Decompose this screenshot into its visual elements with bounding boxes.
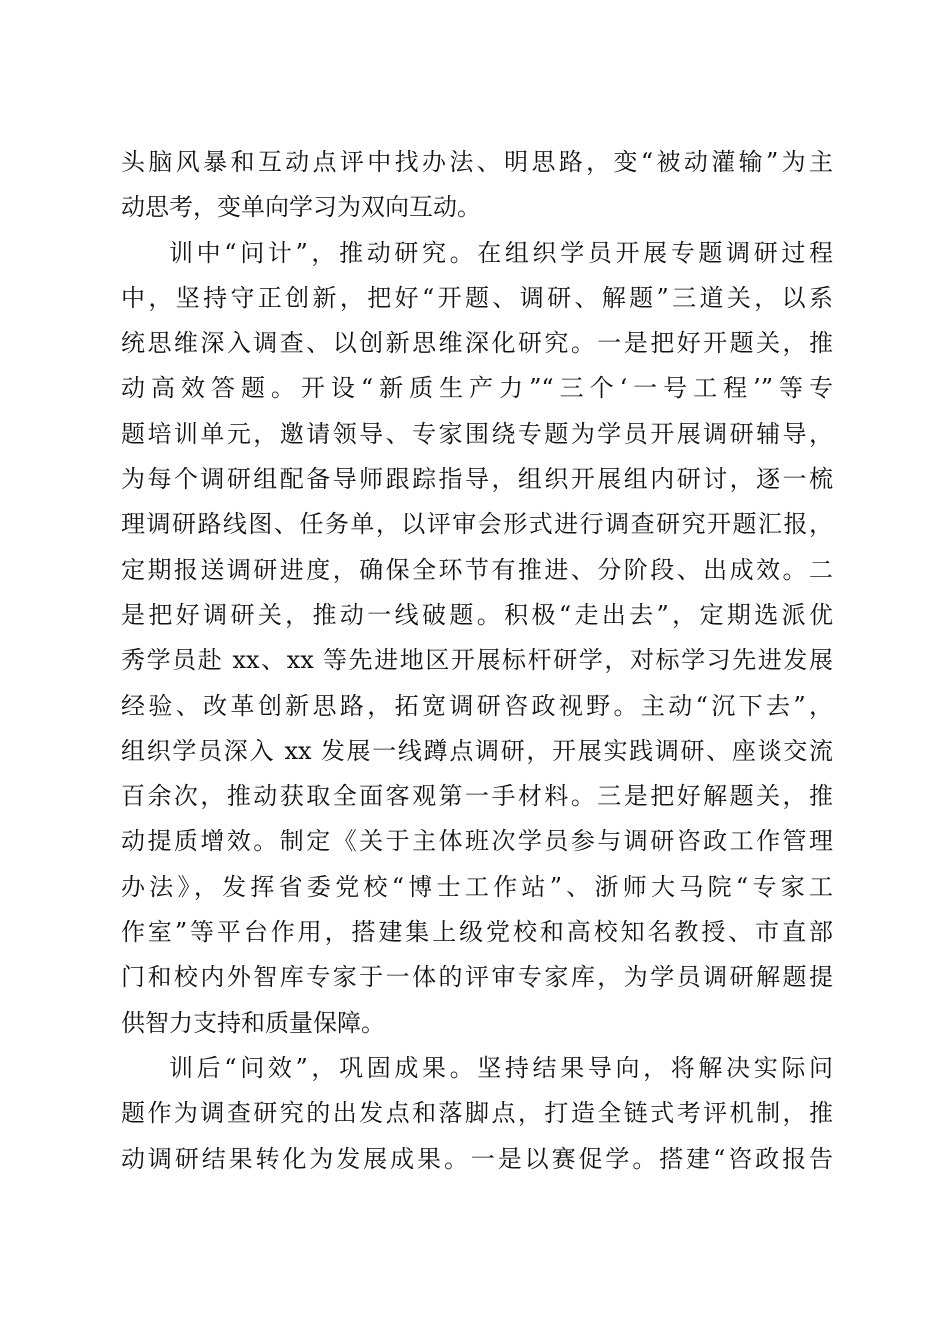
- text-line: 为每个调研组配备导师跟踪指导，组织开展组内研讨，逐一梳: [121, 465, 833, 494]
- text-line: 门和校内外智库专家于一体的评审专家库，为学员调研解题提: [121, 963, 833, 992]
- text-line: 供智力支持和质量保障。: [121, 1008, 385, 1037]
- text-line: 动提质增效。制定《关于主体班次学员参与调研咨政工作管理: [121, 827, 833, 856]
- text-line: 作室”等平台作用，搭建集上级党校和高校知名教授、市直部: [121, 918, 833, 947]
- text-line: 经验、改革创新思路，拓宽调研咨政视野。主动“沉下去”，: [121, 691, 833, 720]
- text-line: 办法》，发挥省委党校“博士工作站”、浙师大马院“专家工: [121, 872, 833, 901]
- text-line: 是把好调研关，推动一线破题。积极“走出去”，定期选派优: [121, 600, 833, 629]
- text-line: 题培训单元，邀请领导、专家围绕专题为学员开展调研辅导，: [121, 419, 833, 448]
- text-line: 动思考，变单向学习为双向互动。: [121, 193, 481, 222]
- text-line: 头脑风暴和互动点评中找办法、明思路，变“被动灌输”为主: [121, 148, 833, 176]
- body-text: [121, 140, 833, 1182]
- paragraph-start-line: 训后“问效”，巩固成果。坚持结果导向，将解决实际问: [169, 1053, 833, 1082]
- text-line: 百余次，推动获取全面客观第一手材料。三是把好解题关，推: [121, 782, 833, 811]
- text-line: 定期报送调研进度，确保全环节有推进、分阶段、出成效。二: [121, 555, 833, 584]
- text-line: 题作为调查研究的出发点和落脚点，打造全链式考评机制，推: [121, 1099, 833, 1128]
- text-line: 秀学员赴 xx、xx 等先进地区开展标杆研学，对标学习先进发展: [121, 646, 833, 675]
- text-line: 动调研结果转化为发展成果。一是以赛促学。搭建“咨政报告: [121, 1144, 833, 1173]
- text-line: 动高效答题。开设“新质生产力”“三个‘一号工程’”等专: [121, 374, 833, 403]
- paragraph-start-line: 训中“问计”，推动研究。在组织学员开展专题调研过程: [169, 238, 833, 267]
- text-line: 中，坚持守正创新，把好“开题、调研、解题”三道关，以系: [121, 283, 833, 312]
- text-line: 组织学员深入 xx 发展一线蹲点调研，开展实践调研、座谈交流: [121, 736, 833, 765]
- text-line: 统思维深入调查、以创新思维深化研究。一是把好开题关，推: [121, 329, 833, 358]
- text-line: 理调研路线图、任务单，以评审会形式进行调查研究开题汇报，: [121, 510, 833, 539]
